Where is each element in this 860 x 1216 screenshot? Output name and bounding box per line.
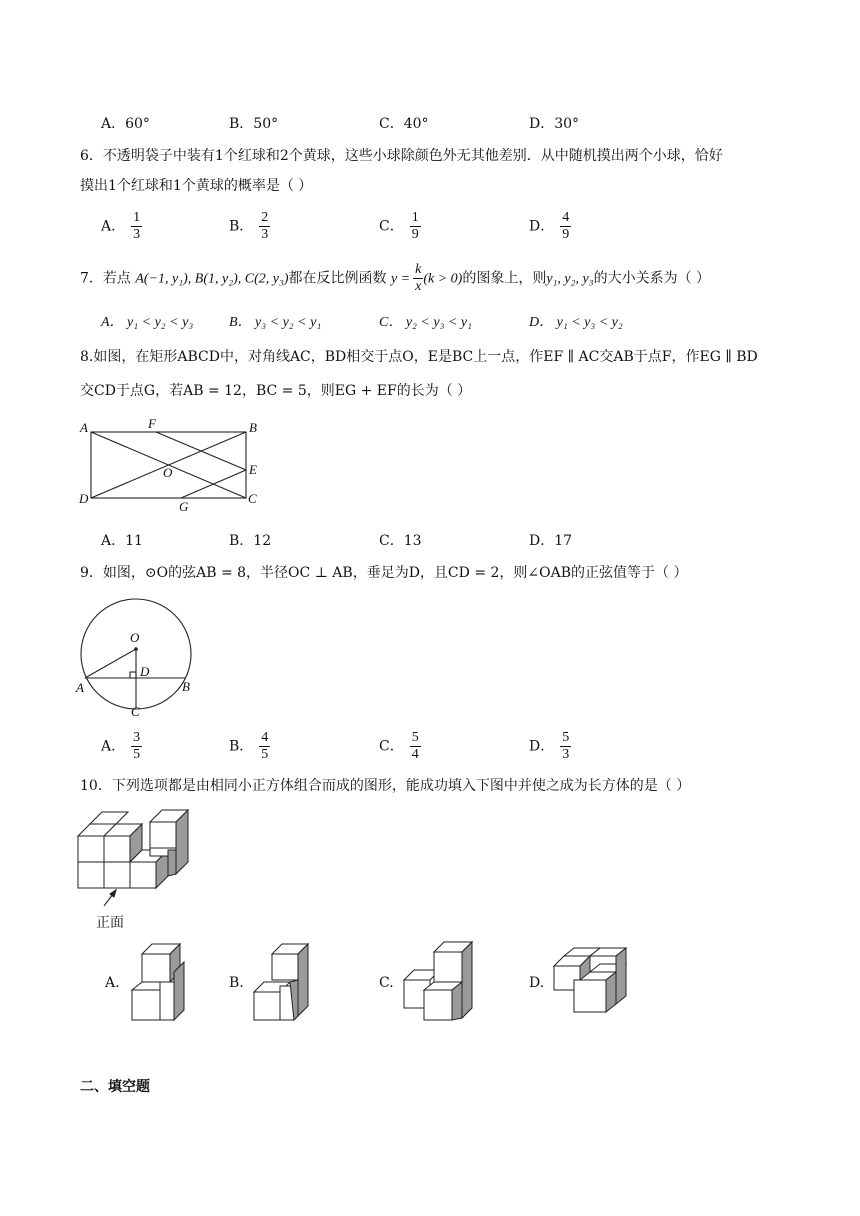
option-label: D．: [529, 218, 555, 235]
denominator: 3: [133, 227, 141, 242]
denominator: x: [415, 279, 422, 294]
q8-line1: 8.如图，在矩形ABCD中，对角线AC，BD相交于点O，E是BC上一点，作EF ∥ AC交AB于点F，作EG ∥ BD: [80, 349, 758, 365]
q5-option-a: A．60°: [101, 116, 150, 132]
numerator: 2: [261, 210, 269, 225]
numerator: k: [415, 262, 422, 277]
denominator: 5: [261, 747, 269, 762]
q9-option-b: [229, 730, 270, 763]
q7-end: 的大小关系为（ ）: [593, 270, 711, 287]
q9-circle-figure: [74, 598, 204, 722]
label-c: C: [248, 491, 257, 506]
fraction: [131, 730, 142, 763]
label-c: C: [131, 704, 140, 719]
option-label: B．: [229, 738, 254, 755]
numerator: 5: [411, 730, 419, 745]
q6-option-b: [229, 210, 270, 243]
label-o: O: [130, 630, 140, 645]
section-2-title: 二、填空题: [80, 1079, 150, 1095]
label-b: B: [182, 679, 190, 694]
q7-prefix: 7．若点: [80, 270, 131, 287]
q7-func-cond: (k > 0): [423, 271, 463, 287]
fraction: [131, 210, 142, 243]
option-label: C．: [379, 738, 404, 755]
q5-option-b: B．50°: [229, 116, 279, 132]
numerator: 1: [411, 210, 419, 225]
q7-option-c: C． y₂ < y₃ < y₁: [379, 315, 472, 330]
q9-option-a: [101, 730, 142, 763]
denominator: 9: [411, 227, 419, 242]
q10-main-cube-figure: [76, 806, 192, 906]
q7-mid: 都在反比例函数: [288, 270, 387, 287]
label-o: O: [163, 465, 173, 480]
q8-option-b: B．12: [229, 533, 272, 549]
label-g: G: [179, 499, 189, 514]
q7-suffix: 的图象上，则: [462, 270, 547, 287]
q10-option-d-figure: [550, 946, 630, 1016]
label-a: A: [76, 680, 84, 695]
fraction: [560, 730, 571, 763]
q8-line2: 交CD于点G，若AB = 12，BC = 5，则EG + EF的长为（ ）: [80, 383, 472, 399]
option-label: D．: [529, 738, 555, 755]
q10-option-b-label: B.: [229, 975, 244, 991]
fraction: [259, 730, 270, 763]
segment-oa: [85, 649, 136, 678]
q5-option-d: D．30°: [529, 116, 580, 132]
q7-option-b: B． y₃ < y₂ < y₁: [229, 315, 322, 330]
label-b: B: [249, 420, 257, 435]
q9-option-c: [379, 730, 421, 763]
q8-option-a: A．11: [101, 533, 143, 549]
q6-option-c: [379, 210, 421, 243]
denominator: 3: [261, 227, 269, 242]
fraction: [410, 210, 421, 243]
denominator: 3: [562, 747, 570, 762]
cube-structure: [78, 810, 188, 888]
label-e: E: [249, 462, 257, 477]
q6-line1: 6．不透明袋子中装有1个红球和2个黄球，这些小球除颜色外无其他差别．从中随机摸出两个小球，恰好: [80, 148, 723, 164]
option-label: A．: [101, 738, 126, 755]
numerator: 5: [562, 730, 570, 745]
q7-points: A(−1, y₁), B(1, y₂), C(2, y₃): [135, 271, 289, 287]
q8-option-d: D．17: [529, 533, 573, 549]
numerator: 1: [133, 210, 141, 225]
q9-line1: 9．如图，⊙O的弦AB = 8，半径OC ⊥ AB，垂足为D，且CD = 2，则∠OAB的正弦值等于（ ）: [80, 565, 688, 581]
q10-option-d-label: D.: [529, 975, 545, 991]
numerator: 4: [562, 210, 570, 225]
denominator: 4: [411, 747, 419, 762]
option-label: B．: [229, 218, 254, 235]
fraction: [560, 210, 571, 243]
front-label: 正面: [96, 915, 124, 931]
label-d: D: [140, 664, 150, 679]
denominator: 9: [562, 227, 570, 242]
q7-stem: [80, 262, 710, 295]
q9-option-d: [529, 730, 571, 763]
label-a: A: [80, 420, 88, 435]
q8-rectangle-figure: [76, 414, 266, 514]
q10-option-c-label: C.: [379, 975, 394, 991]
numerator: 3: [133, 730, 141, 745]
q8-option-c: C．13: [379, 533, 422, 549]
q7-func-lhs: y =: [390, 271, 411, 287]
fraction: [259, 210, 270, 243]
q5-option-c: C．40°: [379, 116, 429, 132]
q6-line2: 摸出1个红球和1个黄球的概率是（ ）: [80, 178, 313, 194]
center-point: [134, 647, 138, 651]
arrow-icon: [104, 890, 116, 906]
fraction: [410, 730, 421, 763]
numerator: 4: [261, 730, 269, 745]
q6-option-a: [101, 210, 142, 243]
q10-option-a-label: A.: [105, 975, 120, 991]
q7-func-fraction: [413, 262, 423, 295]
q10-option-c-figure: [400, 940, 480, 1024]
q6-option-d: [529, 210, 571, 243]
denominator: 5: [133, 747, 141, 762]
option-label: A．: [101, 218, 126, 235]
q7-option-a: A． y₁ < y₂ < y₃: [101, 315, 194, 330]
q10-option-b-figure: [250, 940, 320, 1024]
q10-line1: 10．下列选项都是由相同小正方体组合而成的图形，能成功填入下图中并使之成为长方体的是（ ）: [80, 778, 691, 794]
option-label: C．: [379, 218, 404, 235]
q10-option-a-figure: [128, 940, 198, 1024]
q7-option-d: D． y₁ < y₃ < y₂: [529, 315, 623, 330]
label-f: F: [148, 416, 156, 431]
q7-vars: y₁, y₂, y₃: [546, 271, 594, 287]
right-angle-mark: [130, 672, 136, 678]
label-d: D: [79, 491, 89, 506]
